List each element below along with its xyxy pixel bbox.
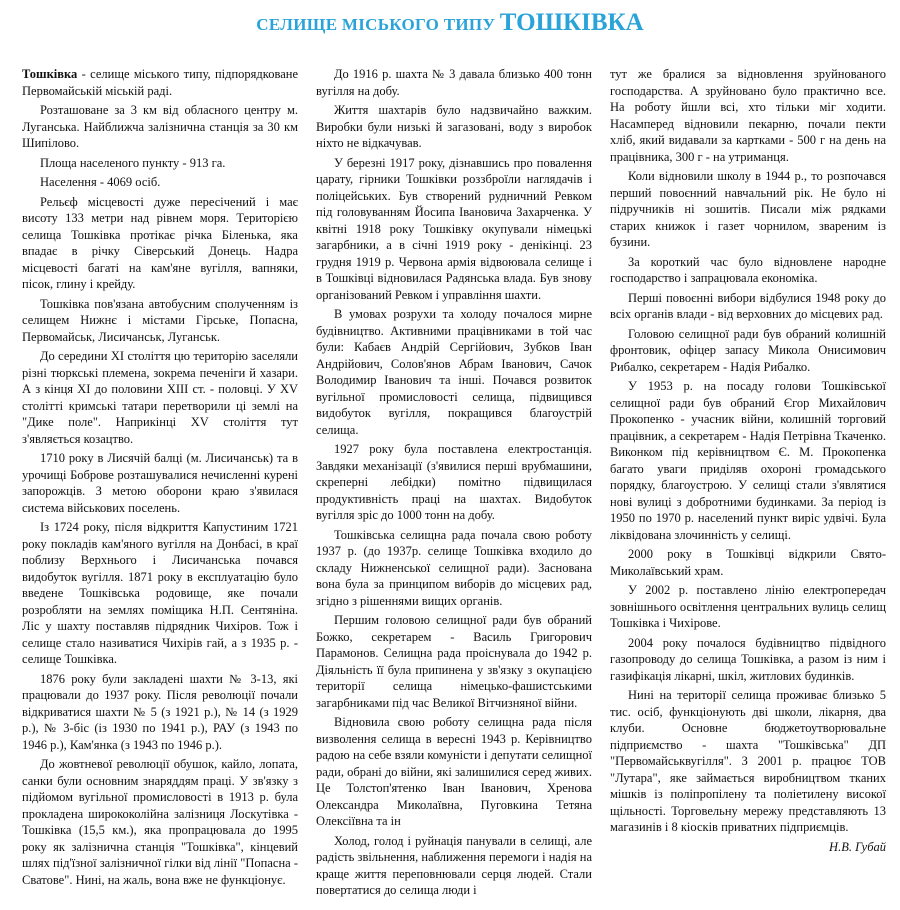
paragraph: У 2002 р. поставлено лінію електропередач зовнішнього освітлення центральних вулиць селищ Тошківка і Чихірове. — [610, 583, 886, 630]
paragraph: За короткий час було відновлене народне господарство і запрацювала економіка. — [610, 254, 886, 285]
paragraph: В умовах розрухи та холоду почалося мирне будівництво. Активними працівниками в той час були: Кабаєв Андрій Сергійович, Зубков Іван Андрійович, Солов'янов Абрам Іванович, Сачок Володимир Іванович та інші. Почався розвиток вугільної промисловості селища, підвищився видобуток вугілля, покращився благоустрій селища. — [316, 307, 592, 437]
paragraph: Головою селищної ради був обраний колишній фронтовик, офіцер запасу Микола Онисимович Рибалко, секретарем - Надія Рибалко. — [610, 326, 886, 374]
paragraph: У 1953 р. на посаду голови Тошківської селищної ради був обраний Єгор Михайлович Прокопенко - учасник війни, колишній торговий працівник, а секретарем - Надія Петрівна Ткаченко. Виконком під керівництвом Є. М. Прокопенка багато уваги приділяв охороні громадського порядку, благоустрою. У селищі стали з'являтися нові вулиці з добротними будинками. За період із 1950 по 1970 р. населений пункт виріс удвічі. Була ліквідована злочинність у селищі. — [610, 379, 886, 542]
paragraph: Коли відновили школу в 1944 р., то розпочався перший повоєнний навчальний рік. Не було ні підручників ні зошитів. Писали між рядками старих книжок і газет чорнилом, звареним із бузини. — [610, 169, 886, 249]
title-name: ТОШКІВКА — [499, 9, 644, 36]
column-3 — [610, 66, 886, 902]
paragraph: Перші повоєнні вибори відбулися 1948 року до всіх органів влади - від верховних до місцевих рад. — [610, 290, 886, 321]
column-2 — [316, 66, 592, 902]
lead-term: Тошківка — [22, 67, 78, 81]
paragraph: 1876 року були закладені шахти № 3-13, які працювали до 1937 року. Після революції почали відкриватися шахти № 5 (з 1921 р.), № 14 (з 1929 р.), № 3-біс (із 1930 по 1941 р.), РАУ (з 1943 по 1946 р.), Кам'янка (з 1943 по 1946 р.). — [22, 671, 298, 752]
paragraph: У березні 1917 року, дізнавшись про повалення царату, гірники Тошківки роззброїли наглядачів і поліцейських. Був створений рудничний Ревком під головуванням Йосипа Івановича Захарченка. У квітні 1918 року Тошківку окупували німецькі загарбники, а в січні 1919 року - денікінці. 23 грудня 1919 р. Червона армія відвоювала селище і в Тошківці відновилася Радянська влада. Був знову організований Ревком і управління шахти. — [316, 155, 592, 302]
paragraph: тут же бралися за відновлення зруйнованого господарства. А зруйновано було практично все. На роботу йшли всі, хто тільки міг ходити. Насамперед відновили пекарню, почали пекти хліб, який видавали за картками - 500 г на день на працівника, 300 г - на утриманця. — [610, 67, 886, 164]
paragraph: Рельєф місцевості дуже пересічений і має висоту 133 метри над рівнем моря. Територією селища Тошківка протікає річка Біленька, яка впадає в річку Сіверський Донець. Надра місцевості багаті на кам'яне вугілля, вапняки, пісок, глину і крейду. — [22, 194, 298, 291]
title-prefix: СЕЛИЩЕ МІСЬКОГО ТИПУ — [256, 15, 500, 34]
article-body — [22, 66, 886, 902]
paragraph: 1927 року була поставлена електростанція. Завдяки механізації (з'явилися перші врубмашини, скреперні лебідки) помітно підвищилася продуктивність праці на шахтах. Видобуток вугілля зріс до 1000 тонн на добу. — [316, 442, 592, 522]
paragraph: До 1916 р. шахта № 3 давала близько 400 тонн вугілля на добу. — [316, 67, 592, 98]
paragraph: Площа населеного пункту - 913 га. — [40, 155, 226, 170]
column-1 — [22, 66, 298, 902]
paragraph: Нині на території селища проживає близько 5 тис. осіб, функціонують дві школи, лікарня, два клуби. Основне бюджетоутворювальне підприємство - шахта "Тошківська" ДП "Первомайськвугілля". З 2001 р. працює ТОВ "Лутара", яке займається виробництвом тканих мішків із поліпропілену та поліетилену високої щільності. Торговельну мережу представляють 13 магазинів і 8 кіосків приватних підприємців. — [610, 688, 886, 834]
paragraph: Життя шахтарів було надзвичайно важким. Виробки були низькі й загазовані, воду з виробок ніхто не відкачував. — [316, 103, 592, 150]
lead-text: - селище міського типу, підпорядковане Первомайській міській раді. — [22, 67, 298, 98]
author-signature: Н.В. Губай — [829, 839, 886, 854]
paragraph: Холод, голод і руйнація панували в селищі, але радість звільнення, наближення перемоги і надія на краще життя переповнювали серця людей. Стали повертатися до селища люди і — [316, 833, 592, 897]
paragraph: Тошківка пов'язана автобусним сполученням із селищем Нижнє і містами Гірське, Попасна, Первомайськ, Лисичанськ, Луганськ. — [22, 296, 298, 344]
paragraph: До середини XI століття цю територію заселяли різні тюркські племена, зокрема печеніги й хазари. А з кінця XI до половини XIII ст. - половці. У XV столітті кримські татари перетворили ці землі на "Дике поле". Наприкінці XV століття тут з'являється козацтво. — [22, 349, 298, 446]
paragraph: Населення - 4069 осіб. — [40, 175, 161, 189]
paragraph: 1710 року в Лисячій балці (м. Лисичанськ) та в урочищі Боброве розташувалися нечисленні курені запорожців. З метою оборони краю з'явилася система військових поселень. — [22, 451, 298, 515]
paragraph: 2000 року в Тошківці відкрили Свято-Миколаївський храм. — [610, 547, 886, 578]
paragraph: До жовтневої революції обушок, кайло, лопата, санки були основним знаряддям праці. У зв'язку з підйомом вугільної промисловості в 1913 р. була прокладена ширококолійна залізниця Лоскутівка - Тошківка (15,5 км.), яка пропрацювала до 1995 року як залізнична станція "Тошківка", кінцевий шлях під'їзної залізничної гілки від лінії "Попасна - Сватове". Нині, на жаль, вона вже не функціонує. — [22, 757, 298, 887]
paragraph: Розташоване за 3 км від обласного центру м. Луганська. Найближча залізнична станція за 30 км Шипілово. — [22, 103, 298, 150]
article-title — [0, 0, 900, 54]
paragraph: Із 1724 року, після відкриття Капустиним 1721 року покладів кам'яного вугілля на Донбасі, в краї поблизу Верхнього і Лисичанська почався видобуток вугілля. 1871 року в експлуатацію було введене Тошківська родовище, яке почали розробляти на землях поміщика Н.П. Сентяніна. Ліс у шахту поставляв підрядник Чихіров. Тож і селище стало називатися Чихірів гай, а з 1935 р. - селище Тошківка. — [22, 520, 298, 666]
paragraph — [22, 66, 298, 99]
paragraph: 2004 року почалося будівництво підвідного газопроводу до селища Тошківка, а разом із ним і газифікація лікарні, шкіл, житлових будинків. — [610, 635, 886, 683]
paragraph: Відновила свою роботу селищна рада після визволення селища в вересні 1943 р. Керівництво радою на себе взяли комуністи і депутати селищної ради, обрані до війни, які залишилися серед живих. Це Толстоп'ятенко Іван Іванович, Хренова Олександра Миколаївна, Пуговкина Тетяна Олексіївна та ін — [316, 715, 592, 828]
paragraph: Першим головою селищної ради був обраний Божко, секретарем - Василь Григорович Парамонов. Селищна рада проіснувала до 1942 р. Діяльність її була припинена у зв'язку з окупацією території селища німецько-фашистськими загарбниками під час Великої Вітчизняної війни. — [316, 613, 592, 710]
paragraph: Тошківська селищна рада почала свою роботу 1937 р. (до 1937р. селище Тошківка входило до складу Нижненської селищної ради). Заснована вона була за принципом виборів до місцевих рад, згідно з рішеннями вищих органів. — [316, 527, 592, 608]
